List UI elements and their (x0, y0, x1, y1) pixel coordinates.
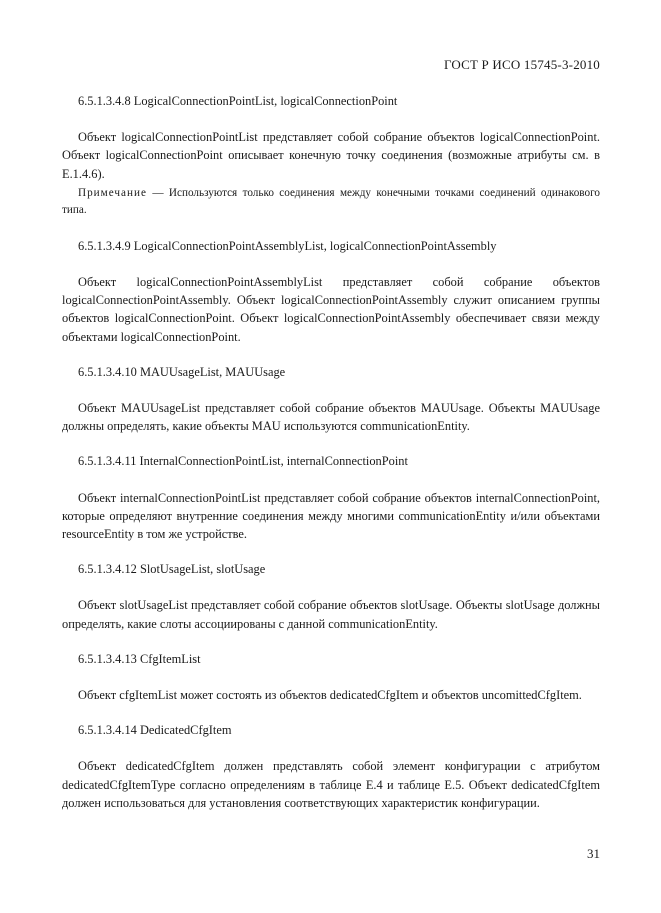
paragraph: Объект internalConnectionPointList представляет собой собрание объектов internalConnectionPoint, которые определяют внутренние соединения между многими communicationEntity и/или объектами resourceEntity в том же устройстве. (62, 490, 600, 542)
paragraph: Объект cfgItemList может состоять из объектов dedicatedCfgItem и объектов uncomittedCfgItem. (78, 688, 582, 703)
paragraph: Объект MAUUsageList представляет собой собрание объектов MAUUsage. Объекты MAUUsage должны определять, какие объекты MAU используются communicationEntity. (62, 401, 600, 434)
note-label: Примечание (78, 186, 147, 199)
section-heading: 6.5.1.3.4.11 InternalConnectionPointList, internalConnectionPoint (78, 454, 408, 469)
paragraph: Объект dedicatedCfgItem должен представлять собой элемент конфигурации с атрибутом dedicatedCfgItemType согласно определениям в таблице Е.4 и таблице Е.5. Объект dedicatedCfgItem должен использоваться для установления соответствующих характеристик конфигурации. (62, 759, 600, 810)
paragraph: Объект slotUsageList представляет собой собрание объектов slotUsage. Объекты slotUsage должны определять, какие слоты ассоциированы с данной communicationEntity. (62, 598, 600, 631)
section-heading: 6.5.1.3.4.9 LogicalConnectionPointAssemblyList, logicalConnectionPointAssembly (78, 238, 497, 253)
section-heading: 6.5.1.3.4.12 SlotUsageList, slotUsage (78, 562, 266, 577)
page-number: 31 (587, 846, 600, 861)
section-heading: 6.5.1.3.4.10 MAUUsageList, MAUUsage (78, 364, 286, 379)
section-heading: 6.5.1.3.4.8 LogicalConnectionPointList, logicalConnectionPoint (78, 94, 398, 108)
document-header: ГОСТ Р ИСО 15745-3-2010 (443, 57, 600, 72)
document-body (62, 92, 600, 829)
note (62, 185, 600, 219)
section-heading: 6.5.1.3.4.13 CfgItemList (78, 651, 201, 666)
note-text: — Используются только соединения между конечными точками соединений одинакового типа. (62, 186, 600, 216)
paragraph: Объект logicalConnectionPointList представляет собой собрание объектов logicalConnectionPoint. Объект logicalConnectionPoint описывает конечную точку соединения (возможные атрибуты см. в Е.1.4.6). (62, 130, 600, 181)
section-heading: 6.5.1.3.4.14 DedicatedCfgItem (78, 723, 232, 738)
paragraph: Объект logicalConnectionPointAssemblyList представляет собой собрание объектов logicalConnectionPointAssembly. Объект logicalConnectionPointAssembly служит описанием группы объектов logicalConnectionPoint. Объект logicalConnectionPointAssembly обеспечивает связи между объектами logicalConnectionPoint. (62, 275, 600, 344)
